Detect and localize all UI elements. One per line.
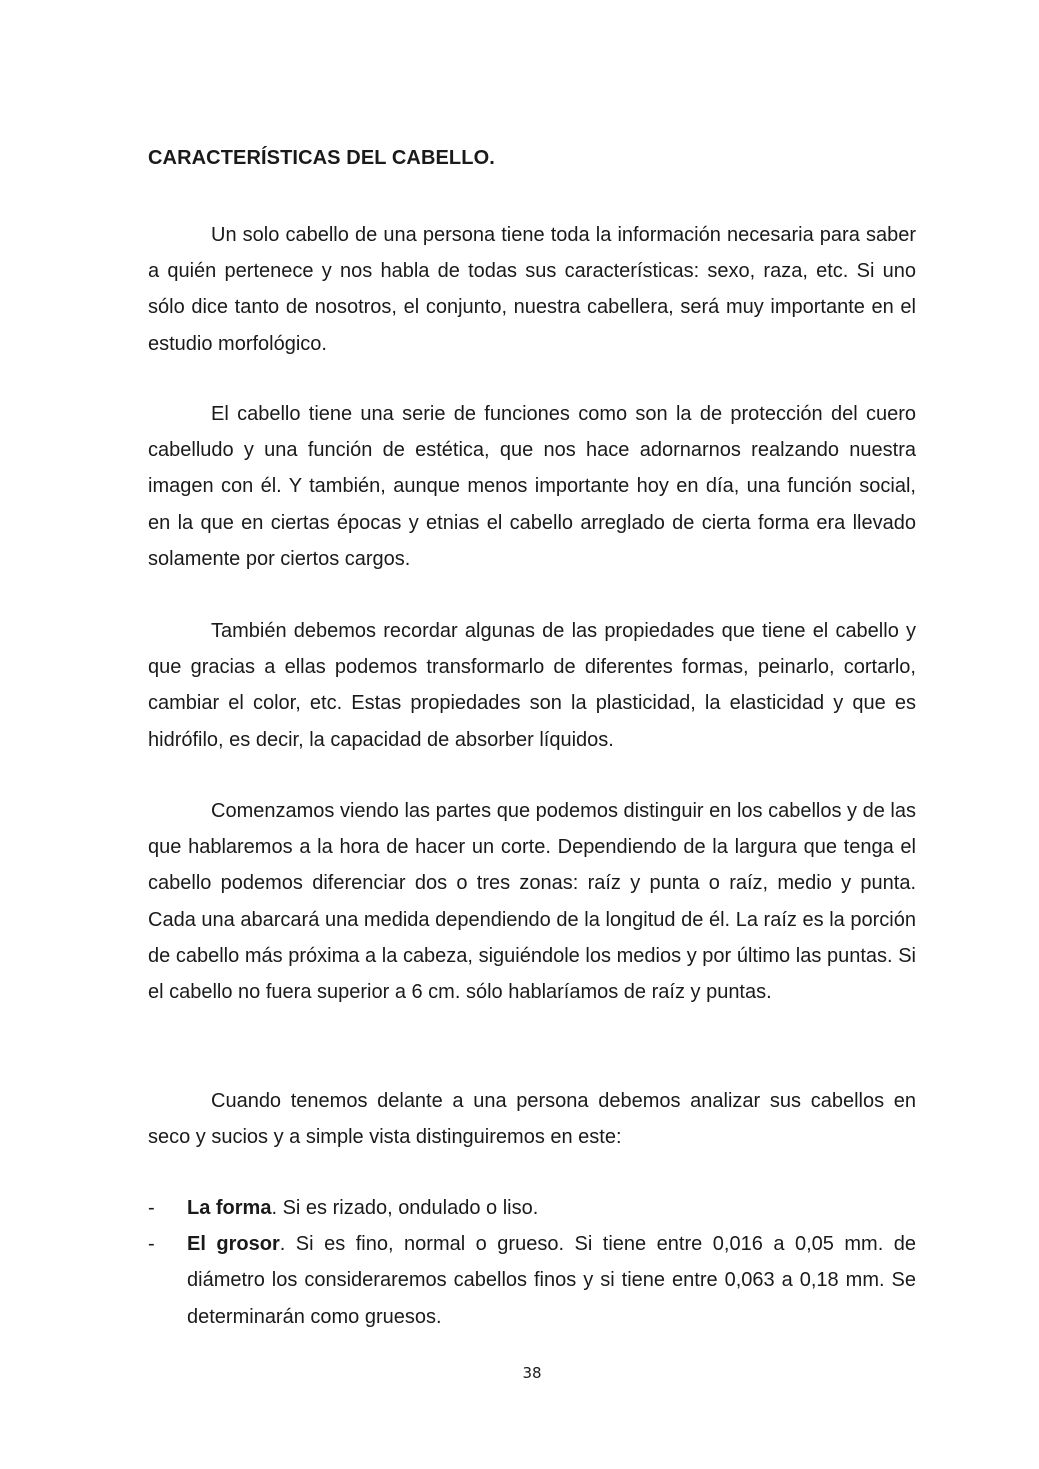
list-marker: - [148, 1233, 155, 1256]
paragraph-4: Comenzamos viendo las partes que podemos distinguir en los cabellos y de las que hablaremos a la hora de hacer un corte. Dependiendo de la largura que tenga el cabello podemos diferenciar dos o tres zonas: raíz y punta o raíz, medio y punta. Cada una abarcará una medida dependiendo de la longitud de él. La raíz es la porción de cabello más próxima a la cabeza, siguiéndole los medios y por último las puntas. Si el cabello no fuera superior a 6 cm. sólo hablaríamos de raíz y puntas. [148, 800, 916, 1004]
list-item [148, 1190, 916, 1226]
list-item-text: . Si es rizado, ondulado o liso. [271, 1197, 539, 1219]
paragraph-1: Un solo cabello de una persona tiene toda la información necesaria para saber a quién pertenece y nos habla de todas sus características: sexo, raza, etc. Si uno sólo dice tanto de nosotros, el conjunto, nuestra cabellera, será muy importante en el estudio morfológico. [148, 224, 916, 355]
list-marker: - [148, 1197, 155, 1219]
page-number: 38 [522, 1364, 542, 1382]
list-item-text: . Si es fino, normal o grueso. Si tiene entre 0,016 a 0,05 mm. de diámetro los consideraremos cabellos finos y si tiene entre 0,063 a 0,18 mm. Se determinarán como gruesos. [187, 1233, 917, 1328]
paragraph-3: También debemos recordar algunas de las propiedades que tiene el cabello y que gracias a ellas podemos transformarlo de diferentes formas, peinarlo, cortarlo, cambiar el color, etc. Estas propiedades son la plasticidad, la elasticidad y que es hidrófilo, es decir, la capacidad de absorber líquidos. [148, 620, 916, 751]
list-item [148, 1226, 916, 1335]
paragraph-5: Cuando tenemos delante a una persona debemos analizar sus cabellos en seco y sucios y a simple vista distinguiremos en este: [148, 1090, 916, 1149]
characteristics-list [148, 1190, 916, 1335]
list-item-term: La forma [187, 1197, 272, 1219]
list-item-term: El grosor [187, 1233, 280, 1256]
section-heading: CARACTERÍSTICAS DEL CABELLO. [148, 147, 495, 169]
paragraph-2: El cabello tiene una serie de funciones como son la de protección del cuero cabelludo y una función de estética, que nos hace adornarnos realzando nuestra imagen con él. Y también, aunque menos importante hoy en día, una función social, en la que en ciertas épocas y etnias el cabello arreglado de cierta forma era llevado solamente por ciertos cargos. [148, 403, 916, 570]
